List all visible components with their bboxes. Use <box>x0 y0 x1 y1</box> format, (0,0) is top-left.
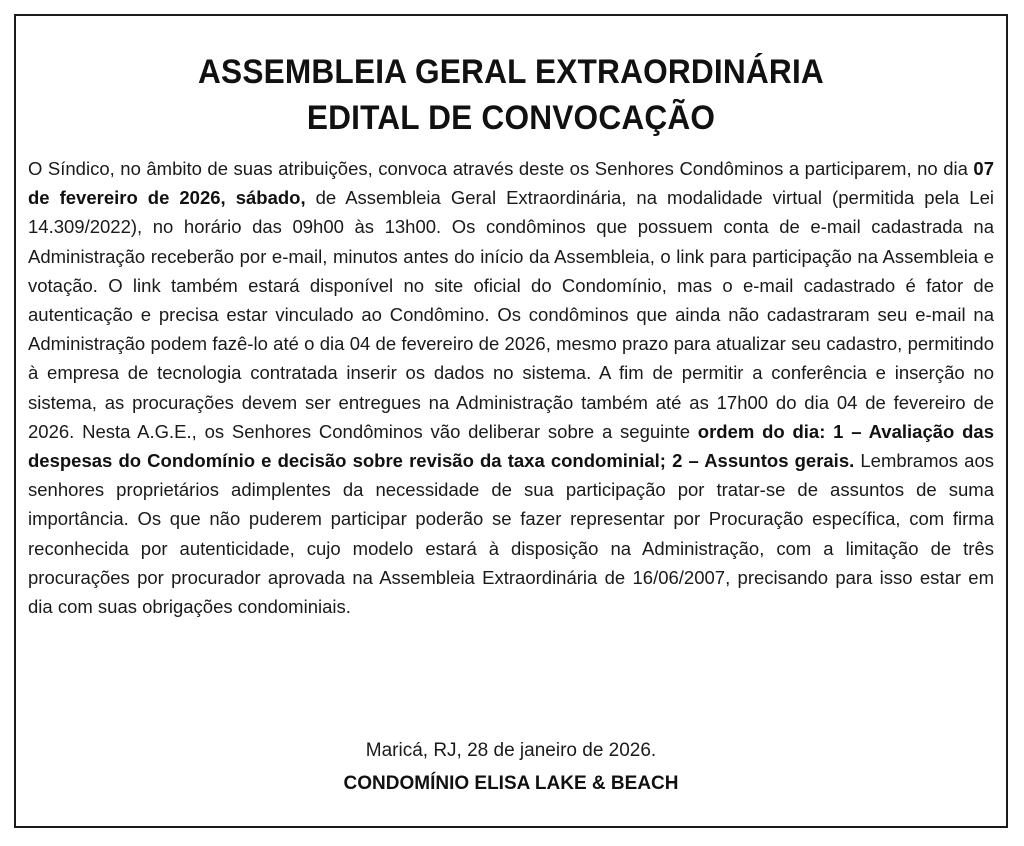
agenda: ordem do dia: 1 – Avaliação das despesas do Condomínio e decisão sobre revisão da taxa condominial; 2 – Assuntos gerais. <box>28 420 994 472</box>
meeting-date: 07 de fevereiro de 2026, sábado, <box>28 158 994 209</box>
notice-body <box>28 154 994 621</box>
title-line-1: ASSEMBLEIA GERAL EXTRAORDINÁRIA <box>198 53 824 91</box>
organization-name: CONDOMÍNIO ELISA LAKE & BEACH <box>343 773 679 794</box>
notice-frame <box>14 14 1008 828</box>
body-closing: Lembramos aos senhores proprietários adimplentes da necessidade de sua participação por tratar-se de assuntos de suma importância. Os que não puderem participar poderão se fazer representar por Procuração específica, com firma reconhecida por autenticidade, cujo modelo estará à disposição na Administração, com a limitação de três procurações por procurador aprovada na Assembleia Extraordinária de 16/06/2007, precisando para isso estar em dia com suas obrigações condominiais. <box>28 450 994 618</box>
body-intro: O Síndico, no âmbito de suas atribuições, convoca através deste os Senhores Condôminos a participarem, no dia <box>28 158 974 179</box>
place-date: Maricá, RJ, 28 de janeiro de 2026. <box>365 740 657 761</box>
body-details: de Assembleia Geral Extraordinária, na modalidade virtual (permitida pela Lei 14.309/2022), no horário das 09h00 às 13h00. Os condôminos que possuem conta de e-mail cadastrada na Administração receberão por e-mail, minutos antes do início da Assembleia, o link para participação na Assembleia e votação. O link também estará disponível no site oficial do Condomínio, mas o e-mail cadastrado é fator de autenticação e precisa estar vinculado ao Condômino. Os condôminos que ainda não cadastraram seu e-mail na Administração podem fazê-lo até o dia 04 de fevereiro de 2026, mesmo prazo para atualizar seu cadastro, permitindo à empresa de tecnologia contratada inserir os dados no sistema. A fim de permitir a conferência e inserção no sistema, as procurações devem ser entregues na Administração também até as 17h00 do dia 04 de fevereiro de 2026. Nesta A.G.E., os Senhores Condôminos vão deliberar sobre a seguinte <box>28 187 994 442</box>
title-line-2: EDITAL DE CONVOCAÇÃO <box>306 99 716 137</box>
